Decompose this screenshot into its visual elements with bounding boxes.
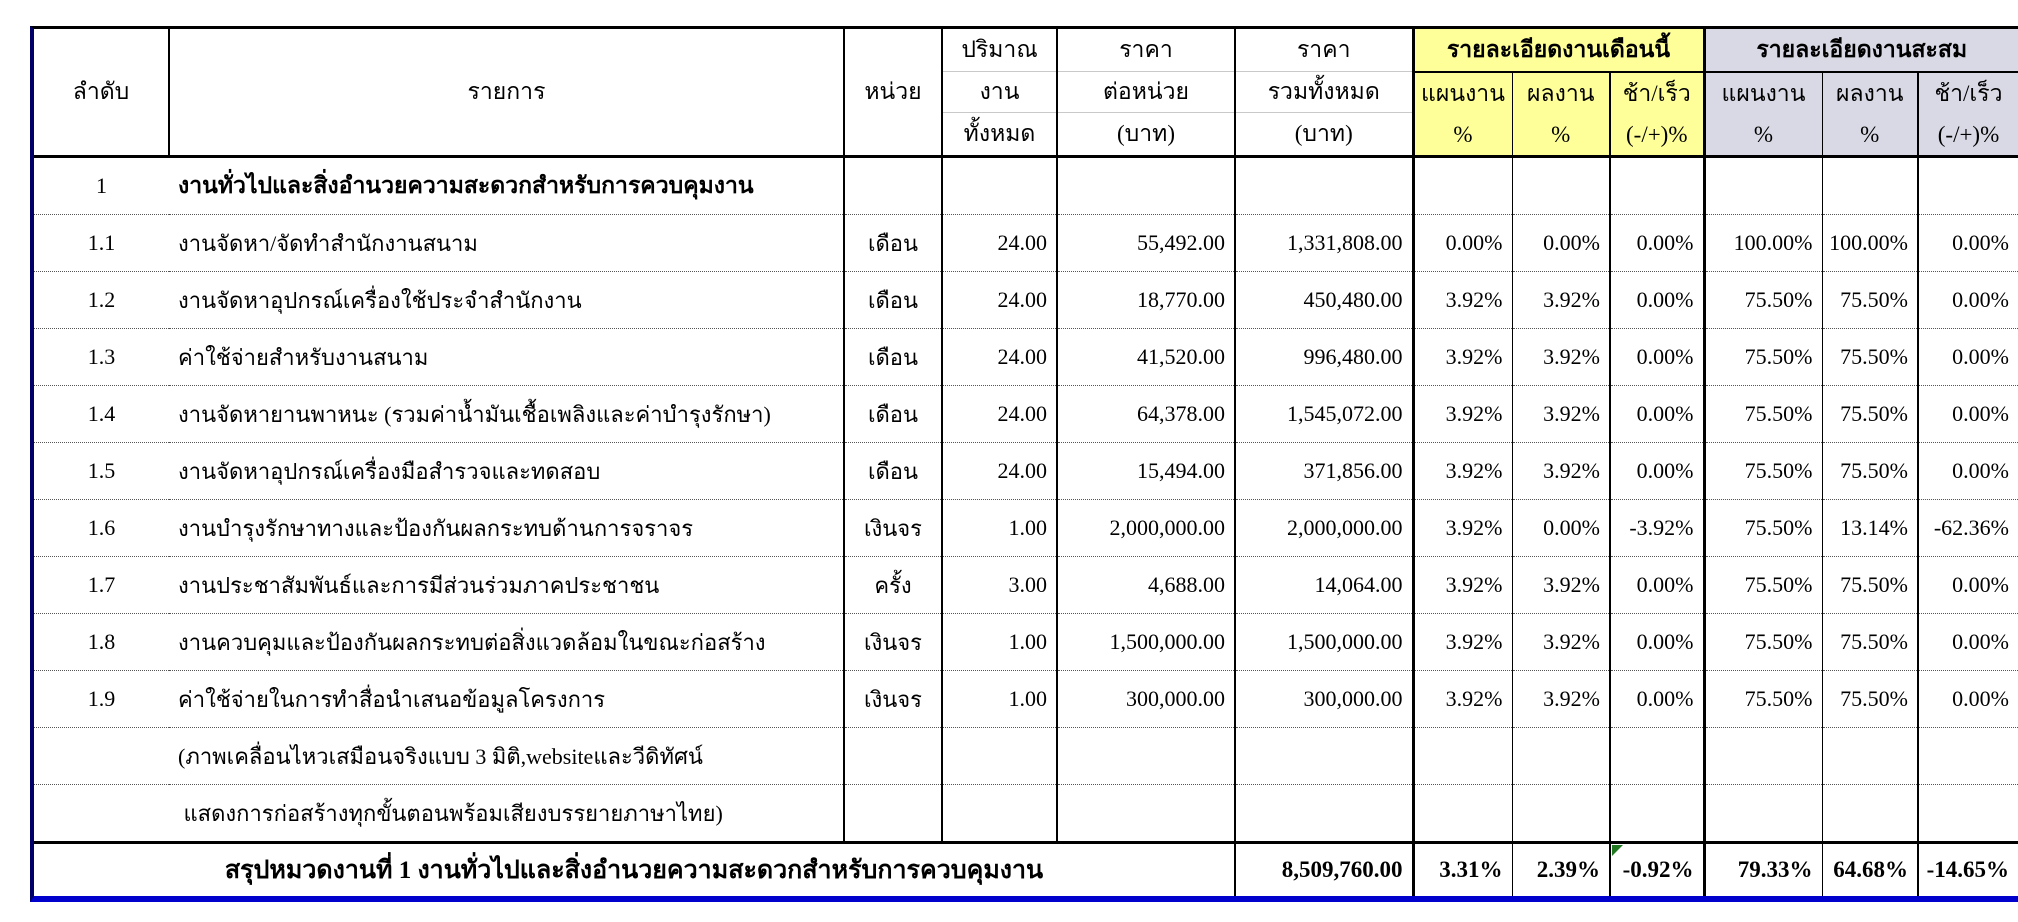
cell-m_plan: 0.00% (1413, 215, 1512, 272)
cell-m_plan: 3.92% (1413, 671, 1512, 728)
comment-indicator (1612, 845, 1623, 856)
cell-m_plan: 3.92% (1413, 443, 1512, 500)
cell-no: 1.4 (34, 386, 169, 443)
cell-total_price: 1,500,000.00 (1235, 614, 1413, 671)
cell-unit: ครั้ง (844, 557, 942, 614)
cell-c_actual: 75.50% (1822, 272, 1918, 329)
cell-c_plan: 100.00% (1704, 215, 1822, 272)
table-row (34, 557, 2018, 614)
cell-unit_price (1057, 157, 1235, 215)
header-month-diff: ช้า/เร็ว (-/+)% (1610, 72, 1704, 157)
table-row (34, 728, 2018, 785)
cell-c_plan: 75.50% (1704, 443, 1822, 500)
cell-c_diff: 0.00% (1918, 671, 2018, 728)
cell-m_plan (1413, 785, 1512, 843)
cell-c_plan (1704, 785, 1822, 843)
cell-item: งานจัดหายานพาหนะ (รวมค่าน้ำมันเชื้อเพลิงและค่าบำรุงรักษา) (169, 386, 844, 443)
cell-m_actual (1512, 728, 1610, 785)
cell-unit_price (1057, 728, 1235, 785)
cell-c_plan: 75.50% (1704, 386, 1822, 443)
cell-m_diff: 0.00% (1610, 272, 1704, 329)
cell-unit_price: 18,770.00 (1057, 272, 1235, 329)
cell-unit_price: 4,688.00 (1057, 557, 1235, 614)
cell-item: งานจัดหา/จัดทำสำนักงานสนาม (169, 215, 844, 272)
cell-m_diff: -3.92% (1610, 500, 1704, 557)
header-month-plan: แผนงาน % (1413, 72, 1512, 157)
cell-c_plan: 75.50% (1704, 500, 1822, 557)
cell-total_price: 450,480.00 (1235, 272, 1413, 329)
cell-item: งานประชาสัมพันธ์และการมีส่วนร่วมภาคประชาชน (169, 557, 844, 614)
cell-total_price: 371,856.00 (1235, 443, 1413, 500)
cell-qty: 24.00 (942, 443, 1057, 500)
summary-total-price: 8,509,760.00 (1235, 843, 1413, 897)
cell-no: 1.8 (34, 614, 169, 671)
table-header (34, 29, 2018, 157)
cell-no: 1.9 (34, 671, 169, 728)
cell-total_price (1235, 157, 1413, 215)
cell-unit: เดือน (844, 329, 942, 386)
cell-unit_price: 15,494.00 (1057, 443, 1235, 500)
cell-no: 1.7 (34, 557, 169, 614)
table-row (34, 215, 2018, 272)
cell-item: งานควบคุมและป้องกันผลกระทบต่อสิ่งแวดล้อมในขณะก่อสร้าง (169, 614, 844, 671)
cell-c_plan: 75.50% (1704, 272, 1822, 329)
cell-m_plan: 3.92% (1413, 386, 1512, 443)
cell-c_diff (1918, 785, 2018, 843)
cell-no: 1.3 (34, 329, 169, 386)
cell-c_plan: 75.50% (1704, 614, 1822, 671)
cell-m_diff: 0.00% (1610, 443, 1704, 500)
summary-month-diff: -0.92% (1610, 843, 1704, 897)
cell-unit_price: 2,000,000.00 (1057, 500, 1235, 557)
header-unit: หน่วย (844, 29, 942, 157)
cell-c_actual (1822, 157, 1918, 215)
cell-unit: เดือน (844, 443, 942, 500)
cell-m_diff: 0.00% (1610, 386, 1704, 443)
cell-total_price (1235, 785, 1413, 843)
cell-m_diff: 0.00% (1610, 671, 1704, 728)
cell-qty (942, 728, 1057, 785)
header-cum-plan: แผนงาน % (1704, 72, 1822, 157)
cell-c_diff: 0.00% (1918, 272, 2018, 329)
cell-unit: เดือน (844, 215, 942, 272)
cell-no: 1 (96, 173, 107, 198)
cell-m_actual: 3.92% (1512, 557, 1610, 614)
cell-m_actual (1512, 157, 1610, 215)
cell-c_actual: 75.50% (1822, 329, 1918, 386)
header-unit-price: ราคา ต่อหน่วย (บาท) (1057, 29, 1235, 157)
cell-c_diff: 0.00% (1918, 557, 2018, 614)
cell-c_diff: 0.00% (1918, 443, 2018, 500)
cell-c_diff: 0.00% (1918, 614, 2018, 671)
cell-qty: 24.00 (942, 272, 1057, 329)
cell-no (34, 785, 169, 843)
summary-month-actual: 2.39% (1512, 843, 1610, 897)
cell-m_diff: 0.00% (1610, 557, 1704, 614)
table-row (34, 614, 2018, 671)
cell-m_diff: 0.00% (1610, 329, 1704, 386)
header-total-price: ราคา รวมทั้งหมด (บาท) (1235, 29, 1413, 157)
cell-c_actual: 13.14% (1822, 500, 1918, 557)
cell-no: 1.2 (34, 272, 169, 329)
cell-m_actual: 3.92% (1512, 272, 1610, 329)
cell-total_price: 2,000,000.00 (1235, 500, 1413, 557)
cell-item: ค่าใช้จ่ายสำหรับงานสนาม (169, 329, 844, 386)
cell-c_diff: 0.00% (1918, 386, 2018, 443)
cell-unit (844, 728, 942, 785)
cell-m_plan: 3.92% (1413, 272, 1512, 329)
cell-qty: 3.00 (942, 557, 1057, 614)
header-group-month: รายละเอียดงานเดือนนี้ (1413, 29, 1704, 72)
cell-unit_price: 64,378.00 (1057, 386, 1235, 443)
cell-m_plan (1413, 728, 1512, 785)
cell-c_diff: 0.00% (1918, 215, 2018, 272)
table-row (34, 500, 2018, 557)
cell-c_actual: 75.50% (1822, 386, 1918, 443)
cell-m_plan (1413, 157, 1512, 215)
header-qty: ปริมาณ งาน ทั้งหมด (942, 29, 1057, 157)
cell-total_price: 1,545,072.00 (1235, 386, 1413, 443)
cell-item: งานบำรุงรักษาทางและป้องกันผลกระทบด้านการจราจร (169, 500, 844, 557)
cell-c_diff (1918, 728, 2018, 785)
summary-cum-actual: 64.68% (1822, 843, 1918, 897)
cell-m_diff (1610, 157, 1704, 215)
cell-qty (942, 157, 1057, 215)
cell-unit_price (1057, 785, 1235, 843)
cell-unit_price: 41,520.00 (1057, 329, 1235, 386)
summary-month-plan: 3.31% (1413, 843, 1512, 897)
table-row (34, 272, 2018, 329)
cell-total_price: 300,000.00 (1235, 671, 1413, 728)
table-row (34, 443, 2018, 500)
table-row (34, 386, 2018, 443)
cell-qty: 24.00 (942, 329, 1057, 386)
table-row (34, 157, 2018, 215)
cell-item: งานจัดหาอุปกรณ์เครื่องมือสำรวจและทดสอบ (169, 443, 844, 500)
cell-qty: 1.00 (942, 500, 1057, 557)
cell-c_actual (1822, 785, 1918, 843)
header-month-actual: ผลงาน % (1512, 72, 1610, 157)
cell-m_diff: 0.00% (1610, 215, 1704, 272)
cell-no: 1.1 (34, 215, 169, 272)
cell-item: งานทั่วไปและสิ่งอำนวยความสะดวกสำหรับการควบคุมงาน (178, 173, 754, 198)
summary-cum-plan: 79.33% (1704, 843, 1822, 897)
summary-row (34, 843, 2018, 897)
table-body (34, 157, 2018, 843)
cell-unit: เงินจร (844, 614, 942, 671)
cell-c_diff (1918, 157, 2018, 215)
cell-unit (844, 157, 942, 215)
cell-m_plan: 3.92% (1413, 329, 1512, 386)
cell-c_actual (1822, 728, 1918, 785)
cell-m_actual (1512, 785, 1610, 843)
cell-m_actual: 0.00% (1512, 500, 1610, 557)
cell-total_price: 14,064.00 (1235, 557, 1413, 614)
cell-m_actual: 3.92% (1512, 386, 1610, 443)
header-item: รายการ (169, 29, 844, 157)
cell-c_actual: 75.50% (1822, 671, 1918, 728)
cell-no (34, 728, 169, 785)
cell-unit_price: 300,000.00 (1057, 671, 1235, 728)
table-row (34, 671, 2018, 728)
cell-c_plan: 75.50% (1704, 329, 1822, 386)
cell-m_actual: 3.92% (1512, 329, 1610, 386)
cell-c_diff: 0.00% (1918, 329, 2018, 386)
cell-c_actual: 75.50% (1822, 557, 1918, 614)
progress-table (34, 29, 2018, 896)
cell-c_plan: 75.50% (1704, 671, 1822, 728)
header-group-cumulative: รายละเอียดงานสะสม (1704, 29, 2018, 72)
cell-m_plan: 3.92% (1413, 557, 1512, 614)
cell-c_plan (1704, 157, 1822, 215)
header-cum-actual: ผลงาน % (1822, 72, 1918, 157)
cell-m_plan: 3.92% (1413, 500, 1512, 557)
cell-total_price: 996,480.00 (1235, 329, 1413, 386)
summary-cum-diff: -14.65% (1918, 843, 2018, 897)
cell-c_plan (1704, 728, 1822, 785)
summary-label: สรุปหมวดงานที่ 1 งานทั่วไปและสิ่งอำนวยความสะดวกสำหรับการควบคุมงาน (34, 843, 1235, 897)
header-no: ลำดับ (72, 79, 130, 104)
cell-item: ค่าใช้จ่ายในการทำสื่อนำเสนอข้อมูลโครงการ (169, 671, 844, 728)
cell-qty (942, 785, 1057, 843)
cell-total_price (1235, 728, 1413, 785)
cell-m_actual: 0.00% (1512, 215, 1610, 272)
cell-qty: 1.00 (942, 671, 1057, 728)
cell-item: แสดงการก่อสร้างทุกขั้นตอนพร้อมเสียงบรรยายภาษาไทย) (169, 785, 844, 843)
cell-m_actual: 3.92% (1512, 671, 1610, 728)
cell-unit: เดือน (844, 386, 942, 443)
cell-unit (844, 785, 942, 843)
cell-item: (ภาพเคลื่อนไหวเสมือนจริงแบบ 3 มิติ,websiteและวีดิทัศน์ (169, 728, 844, 785)
cell-unit_price: 55,492.00 (1057, 215, 1235, 272)
cell-c_plan: 75.50% (1704, 557, 1822, 614)
cell-unit_price: 1,500,000.00 (1057, 614, 1235, 671)
cell-c_actual: 75.50% (1822, 443, 1918, 500)
cell-m_actual: 3.92% (1512, 443, 1610, 500)
cell-item: งานจัดหาอุปกรณ์เครื่องใช้ประจำสำนักงาน (169, 272, 844, 329)
cell-unit: เงินจร (844, 671, 942, 728)
cell-qty: 24.00 (942, 386, 1057, 443)
cell-c_diff: -62.36% (1918, 500, 2018, 557)
cell-unit: เงินจร (844, 500, 942, 557)
cell-no: 1.5 (34, 443, 169, 500)
cell-m_diff: 0.00% (1610, 614, 1704, 671)
cell-m_diff (1610, 785, 1704, 843)
cell-m_plan: 3.92% (1413, 614, 1512, 671)
cell-qty: 1.00 (942, 614, 1057, 671)
header-cum-diff: ช้า/เร็ว (-/+)% (1918, 72, 2018, 157)
table-row (34, 785, 2018, 843)
cell-c_actual: 75.50% (1822, 614, 1918, 671)
table-row (34, 329, 2018, 386)
cell-total_price: 1,331,808.00 (1235, 215, 1413, 272)
cell-unit: เดือน (844, 272, 942, 329)
cell-c_actual: 100.00% (1822, 215, 1918, 272)
progress-report-sheet (30, 26, 2018, 902)
cell-qty: 24.00 (942, 215, 1057, 272)
cell-m_actual: 3.92% (1512, 614, 1610, 671)
cell-m_diff (1610, 728, 1704, 785)
cell-no: 1.6 (34, 500, 169, 557)
